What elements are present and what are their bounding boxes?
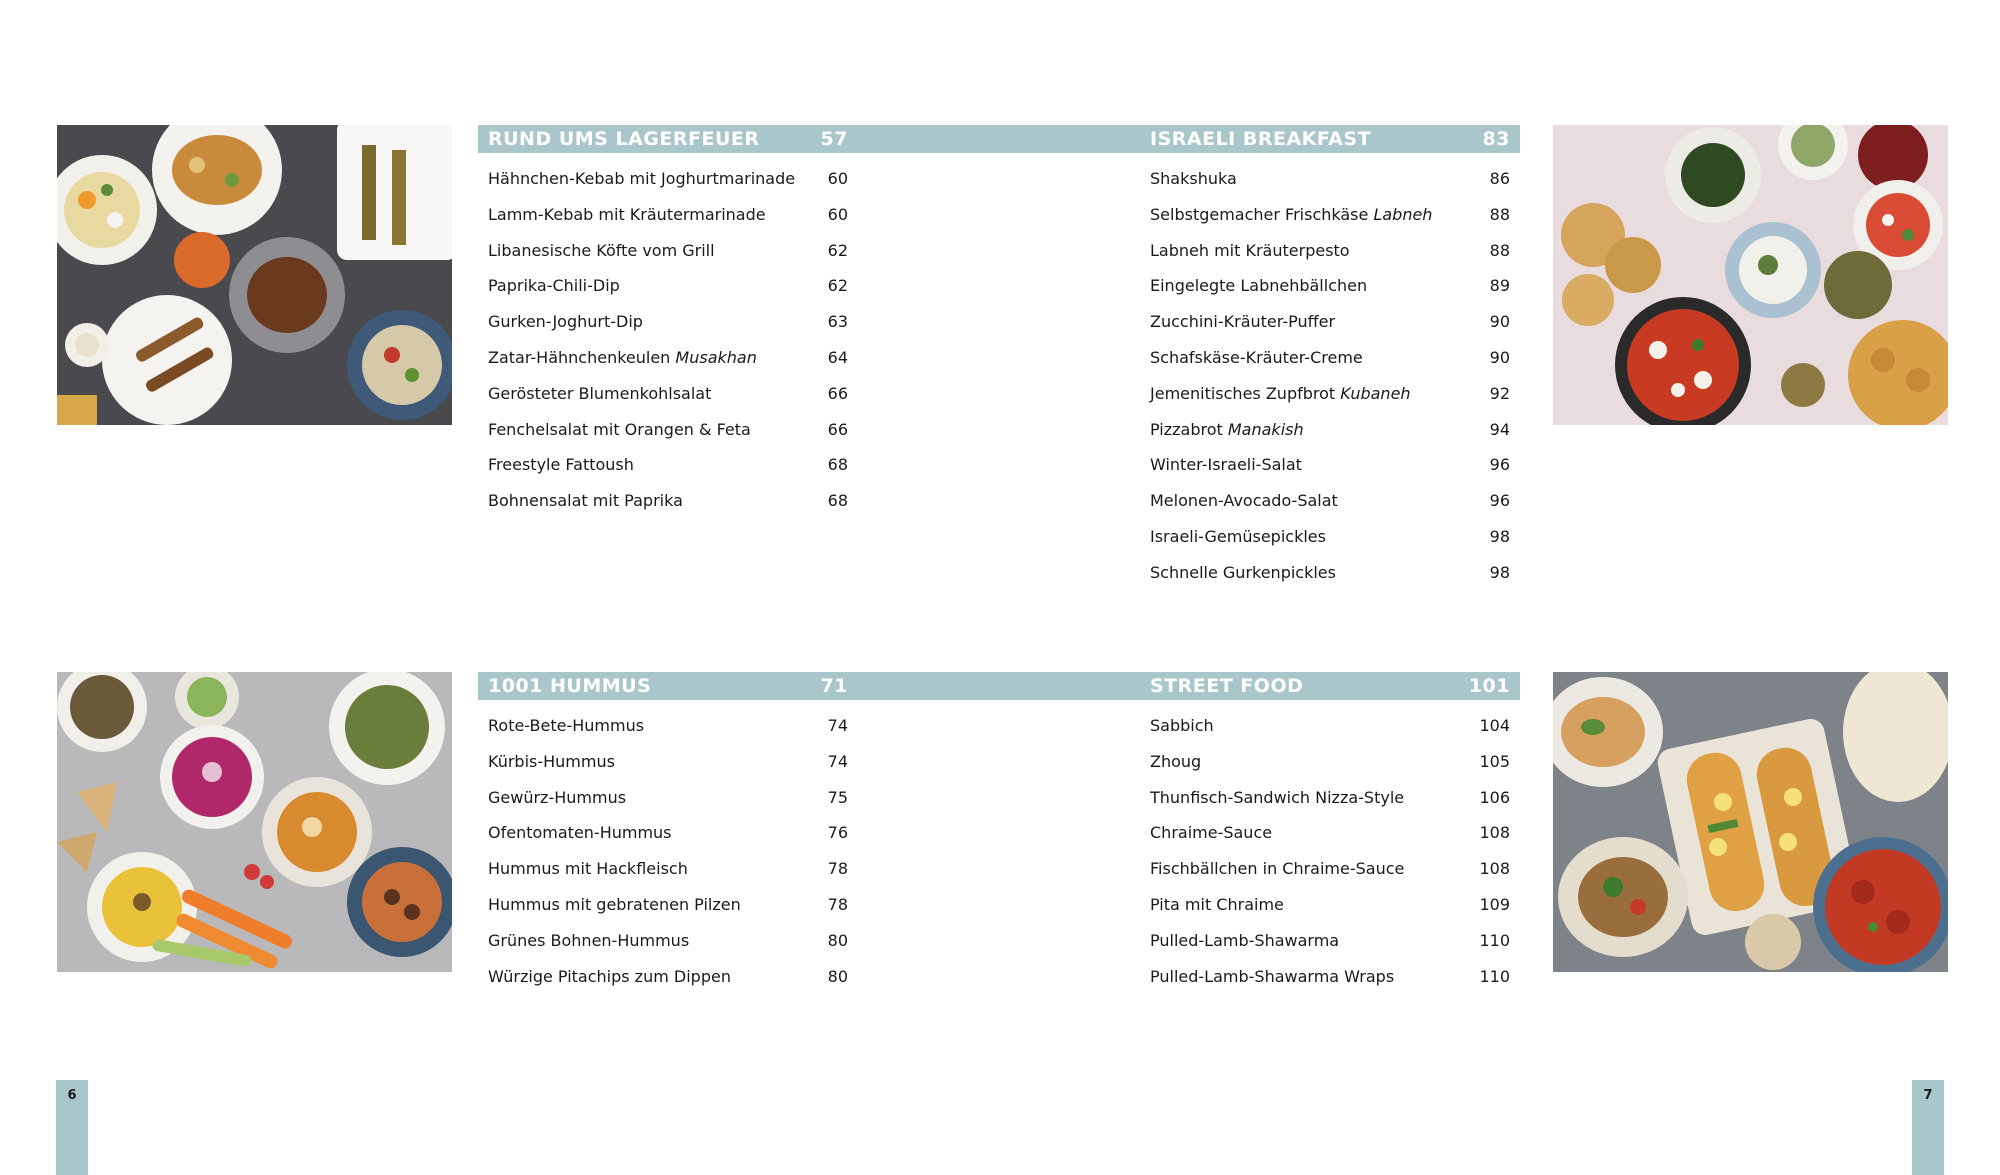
entry-page: 104 <box>1479 716 1510 735</box>
toc-entry[interactable] <box>1140 412 1520 448</box>
header-band-top <box>858 125 1140 153</box>
entry-page: 80 <box>827 930 848 950</box>
entry-page: 78 <box>827 894 848 914</box>
entry-page: 86 <box>1489 169 1510 188</box>
section-page: 101 <box>1468 675 1510 697</box>
toc-entry[interactable] <box>1140 555 1520 591</box>
toc-entry[interactable] <box>1140 376 1520 412</box>
entry-title: Fischbällchen in Chraime-Sauce <box>1150 859 1405 879</box>
section-header <box>478 125 858 153</box>
entry-title: Gerösteter Blumenkohlsalat <box>488 383 712 403</box>
toc-entry[interactable] <box>478 412 858 448</box>
toc-entry[interactable] <box>478 376 858 412</box>
entry-page: 80 <box>827 966 848 986</box>
toc-entry[interactable] <box>478 340 858 376</box>
header-band-bottom <box>858 672 1140 700</box>
entry-page: 75 <box>827 787 848 807</box>
entry-title: Kürbis-Hummus <box>488 751 615 771</box>
toc-entry[interactable] <box>478 233 858 269</box>
entry-page: 110 <box>1479 966 1510 986</box>
entry-page: 88 <box>1489 204 1510 224</box>
section-title: STREET FOOD <box>1150 675 1304 697</box>
entry-page: 60 <box>827 204 848 224</box>
entry-title: Pita mit Chraime <box>1150 894 1284 914</box>
entry-list <box>478 708 858 994</box>
entry-page: 96 <box>1489 491 1510 511</box>
entry-title: Zatar-Hähnchenkeulen Musakhan <box>488 347 757 367</box>
entry-page: 66 <box>827 419 848 439</box>
toc-entry[interactable] <box>1140 161 1520 197</box>
entry-title: Eingelegte Labnehbällchen <box>1150 276 1368 296</box>
entry-page: 105 <box>1479 751 1510 771</box>
entry-list <box>1140 161 1520 591</box>
entry-title: Hähnchen-Kebab mit Joghurtmarinade <box>488 169 796 188</box>
entry-title: Shakshuka <box>1150 169 1237 188</box>
entry-title: Schafskäse-Kräuter-Creme <box>1150 347 1363 367</box>
entry-page: 98 <box>1489 562 1510 582</box>
entry-title: Zhoug <box>1150 751 1202 771</box>
toc-entry[interactable] <box>478 161 858 197</box>
entry-page: 66 <box>827 383 848 403</box>
toc-entry[interactable] <box>1140 519 1520 555</box>
entry-title: Pizzabrot Manakish <box>1150 419 1304 439</box>
entry-title: Sabbich <box>1150 716 1214 735</box>
entry-title: Gurken-Joghurt-Dip <box>488 312 643 332</box>
entry-page: 90 <box>1489 312 1510 332</box>
entry-page: 78 <box>827 859 848 879</box>
entry-page: 62 <box>827 276 848 296</box>
toc-entry[interactable] <box>478 304 858 340</box>
toc-entry[interactable] <box>478 708 858 744</box>
section-title: 1001 HUMMUS <box>488 675 652 697</box>
section-header <box>1140 125 1520 153</box>
toc-entry[interactable] <box>478 780 858 816</box>
entry-page: 92 <box>1489 383 1510 403</box>
entry-title: Israeli-Gemüsepickles <box>1150 526 1326 546</box>
entry-page: 96 <box>1489 455 1510 475</box>
entry-page: 108 <box>1479 859 1510 879</box>
toc-entry[interactable] <box>1140 304 1520 340</box>
section-title: ISRAELI BREAKFAST <box>1150 128 1372 150</box>
entry-title: Rote-Bete-Hummus <box>488 716 645 735</box>
toc-entry[interactable] <box>1140 780 1520 816</box>
entry-title: Pulled-Lamb-Shawarma Wraps <box>1150 966 1395 986</box>
photo-streetfood <box>1553 672 1948 972</box>
section-title: RUND UMS LAGERFEUER <box>488 128 760 150</box>
entry-title: Chraime-Sauce <box>1150 823 1273 843</box>
entry-list <box>478 161 858 519</box>
entry-title: Winter-Israeli-Salat <box>1150 455 1302 475</box>
entry-title: Hummus mit gebratenen Pilzen <box>488 894 741 914</box>
section-header <box>478 672 858 700</box>
entry-page: 63 <box>827 312 848 332</box>
toc-entry[interactable] <box>478 851 858 887</box>
section-streetfood <box>1140 672 1520 994</box>
section-header <box>1140 672 1520 700</box>
toc-entry[interactable] <box>1140 959 1520 995</box>
toc-entry[interactable] <box>478 197 858 233</box>
toc-entry[interactable] <box>478 923 858 959</box>
photo-hummus <box>57 672 452 972</box>
entry-page: 60 <box>827 169 848 188</box>
section-page: 83 <box>1482 128 1510 150</box>
entry-page: 89 <box>1489 276 1510 296</box>
entry-page: 88 <box>1489 240 1510 260</box>
toc-entry[interactable] <box>478 959 858 995</box>
toc-entry[interactable] <box>1140 708 1520 744</box>
entry-title: Jemenitisches Zupfbrot Kubaneh <box>1150 383 1411 403</box>
toc-entry[interactable] <box>1140 447 1520 483</box>
toc-entry[interactable] <box>478 887 858 923</box>
toc-entry[interactable] <box>478 268 858 304</box>
toc-entry[interactable] <box>478 815 858 851</box>
toc-entry[interactable] <box>1140 887 1520 923</box>
toc-entry[interactable] <box>1140 851 1520 887</box>
entry-page: 109 <box>1479 894 1510 914</box>
entry-title: Bohnensalat mit Paprika <box>488 491 683 511</box>
toc-entry[interactable] <box>1140 483 1520 519</box>
entry-title: Libanesische Köfte vom Grill <box>488 240 715 260</box>
page-number-right: 7 <box>1912 1080 1944 1175</box>
entry-title: Schnelle Gurkenpickles <box>1150 562 1336 582</box>
entry-page: 94 <box>1489 419 1510 439</box>
entry-page: 108 <box>1479 823 1510 843</box>
entry-title: Zucchini-Kräuter-Puffer <box>1150 312 1336 332</box>
entry-title: Fenchelsalat mit Orangen & Feta <box>488 419 751 439</box>
entry-title: Gewürz-Hummus <box>488 787 627 807</box>
toc-entry[interactable] <box>1140 815 1520 851</box>
section-lagerfeuer <box>478 125 858 519</box>
toc-entry[interactable] <box>1140 233 1520 269</box>
photo-breakfast <box>1553 125 1948 425</box>
entry-title: Würzige Pitachips zum Dippen <box>488 966 731 986</box>
entry-page: 68 <box>827 455 848 475</box>
entry-page: 98 <box>1489 526 1510 546</box>
toc-entry[interactable] <box>478 744 858 780</box>
section-page: 57 <box>820 128 848 150</box>
entry-page: 74 <box>827 751 848 771</box>
page-number-left: 6 <box>56 1080 88 1175</box>
toc-entry[interactable] <box>1140 744 1520 780</box>
entry-page: 110 <box>1479 930 1510 950</box>
toc-entry[interactable] <box>1140 340 1520 376</box>
toc-entry[interactable] <box>1140 197 1520 233</box>
entry-title: Paprika-Chili-Dip <box>488 276 620 296</box>
section-page: 71 <box>820 675 848 697</box>
entry-title: Ofentomaten-Hummus <box>488 823 672 843</box>
toc-entry[interactable] <box>1140 268 1520 304</box>
entry-title: Melonen-Avocado-Salat <box>1150 491 1338 511</box>
toc-entry[interactable] <box>478 483 858 519</box>
entry-page: 76 <box>827 823 848 843</box>
entry-page: 68 <box>827 491 848 511</box>
entry-title: Lamm-Kebab mit Kräutermarinade <box>488 204 766 224</box>
entry-title: Thunfisch-Sandwich Nizza-Style <box>1150 787 1405 807</box>
entry-page: 74 <box>827 716 848 735</box>
entry-title: Grünes Bohnen-Hummus <box>488 930 690 950</box>
entry-list <box>1140 708 1520 994</box>
section-breakfast <box>1140 125 1520 591</box>
entry-title: Hummus mit Hackfleisch <box>488 859 688 879</box>
entry-title: Labneh mit Kräuterpesto <box>1150 240 1350 260</box>
section-hummus <box>478 672 858 994</box>
entry-title: Pulled-Lamb-Shawarma <box>1150 930 1340 950</box>
entry-title: Freestyle Fattoush <box>488 455 634 475</box>
entry-page: 62 <box>827 240 848 260</box>
toc-entry[interactable] <box>1140 923 1520 959</box>
entry-page: 90 <box>1489 347 1510 367</box>
toc-entry[interactable] <box>478 447 858 483</box>
entry-title: Selbstgemacher Frischkäse Labneh <box>1150 204 1433 224</box>
photo-lagerfeuer <box>57 125 452 425</box>
entry-page: 64 <box>827 347 848 367</box>
entry-page: 106 <box>1479 787 1510 807</box>
